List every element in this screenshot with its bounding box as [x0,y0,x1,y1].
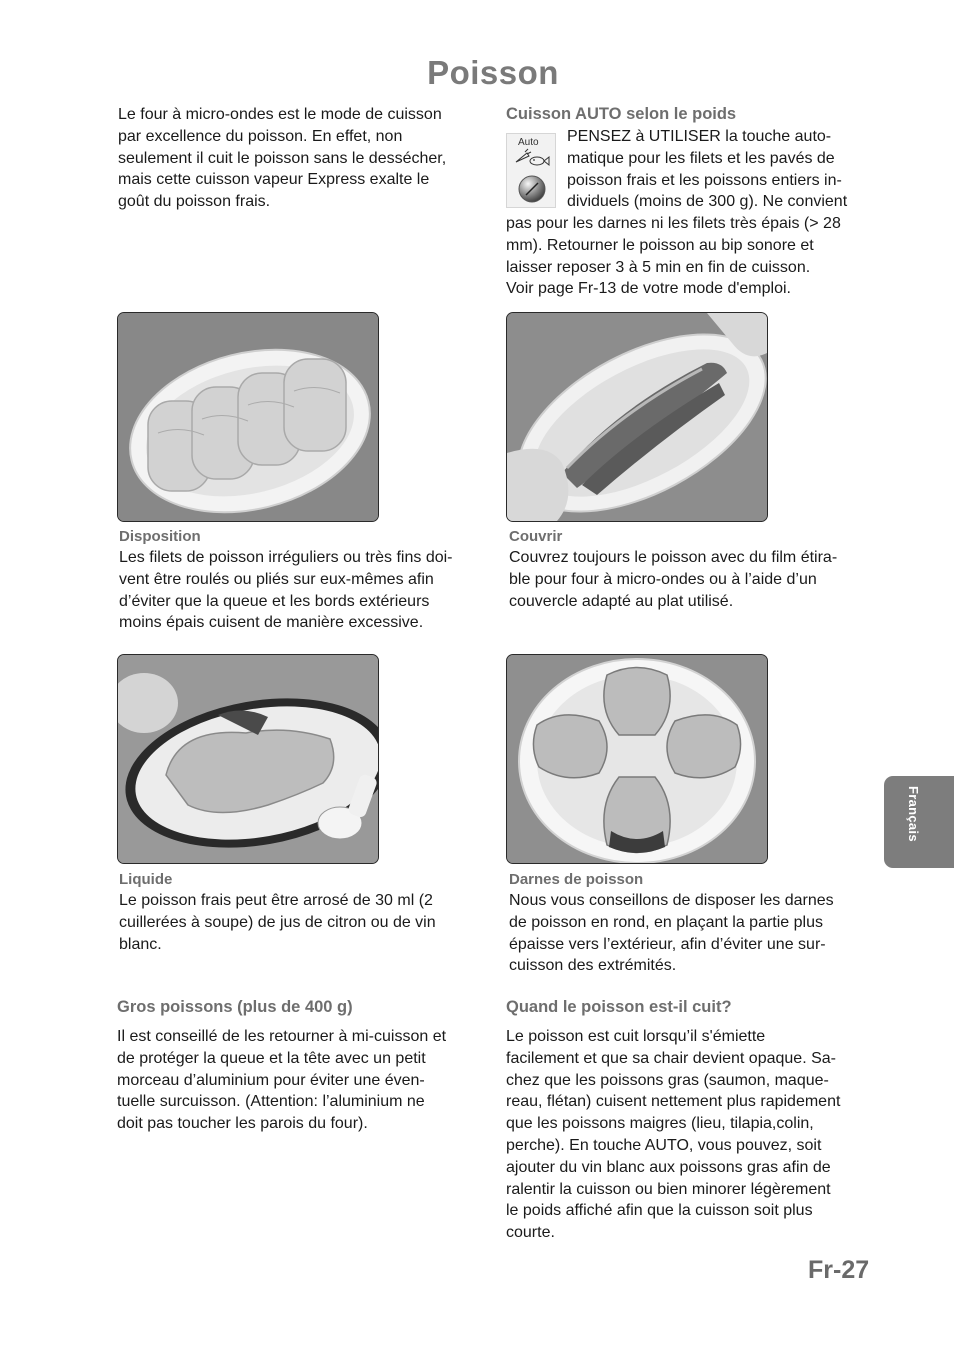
big-fish-line: tuelle surcuisson. (Attention: l’aluminium ne [117,1093,425,1111]
panel-title: Liquide [119,871,173,888]
panel-line: Couvrez toujours le poisson avec du film étira- [509,549,838,566]
big-fish-line: doit pas toucher les parois du four). [117,1115,368,1133]
doneness-line: ajouter du vin blanc aux poissons gras afin de [506,1158,831,1176]
panel-disposition [119,527,489,634]
doneness-line: courte. [506,1224,555,1242]
panel-line: vent être roulés ou pliés sur eux-mêmes afin [119,570,434,588]
panel-line: Les filets de poisson irréguliers ou très fins doi- [119,549,453,566]
photo-rolled-fillets [117,312,379,522]
panel-line: couvercle adapté au plat utilisé. [509,592,734,610]
panel-line: Le poisson frais peut être arrosé de 30 ml (2 [119,892,433,909]
panel-line: moins épais cuisent de manière excessive. [119,614,424,632]
doneness-line: reau, flétan) cuisent nettement plus rapidement [506,1093,841,1111]
auto-line: pas pour les darnes ni les filets très épais (> 28 [506,215,841,232]
doneness-line: facilement et que sa chair devient opaque. Sa- [506,1049,836,1067]
page-number: Fr-27 [808,1256,870,1284]
panel-couvrir [509,527,879,612]
intro-line: par excellence du poisson. En effet, non [118,127,403,145]
photo-covering-fish [506,312,768,522]
auto-cooking-text-beside [567,126,877,213]
panel-line: blanc. [119,935,162,953]
panel-line: cuillerées à soupe) de jus de citron ou de vin [119,913,436,931]
doneness-line: que les poissons maigres (lieu, tilapia,colin, [506,1115,814,1133]
big-fish-paragraph [117,1026,492,1135]
auto-line: mm). Retourner le poisson au bip sonore et [506,236,814,254]
auto-cooking-text-full [506,213,878,300]
doneness-line: Le poisson est cuit lorsqu’il s'émiette [506,1028,766,1045]
doneness-heading: Quand le poisson est-il cuit? [506,998,732,1016]
doneness-line: perche). En touche AUTO, vous pouvez, soit [506,1136,822,1154]
panel-darnes [509,870,879,977]
intro-line: Le four à micro-ondes est le mode de cuisson [118,106,442,123]
panel-title: Darnes de poisson [509,871,644,888]
intro-line: seulement il cuit le poisson sans le dessécher, [118,149,447,167]
panel-line: d’éviter que la queue et les bords extérieurs [119,592,430,610]
language-tab-label: Français [906,786,921,842]
doneness-line: ralentir la cuisson ou bien minorer légèrement [506,1180,831,1198]
panel-line: épaisse vers l’extérieur, afin d’éviter une sur- [509,935,826,953]
panel-line: cuisson des extrémités. [509,957,677,975]
auto-line: PENSEZ à UTILISER la touche auto- [567,128,832,145]
panel-line: Nous vous conseillons de disposer les darnes [509,892,834,909]
doneness-line: le poids affiché afin que la cuisson soit plus [506,1202,813,1220]
big-fish-line: de protéger la queue et la tête avec un petit [117,1049,426,1067]
auto-line: Voir page Fr-13 de votre mode d'emploi. [506,280,791,298]
auto-line: matique pour les filets et les pavés de [567,149,835,167]
panel-liquide [119,870,489,955]
panel-title: Disposition [119,528,201,545]
panel-title: Couvrir [509,528,563,545]
photo-liquid [117,654,379,864]
intro-line: goût du poisson frais. [118,193,271,211]
auto-line: dividuels (moins de 300 g). Ne convient [567,193,848,211]
big-fish-heading: Gros poissons (plus de 400 g) [117,998,353,1016]
auto-line: laisser reposer 3 à 5 min en fin de cuisson. [506,258,811,276]
auto-icon-label: Auto [518,137,539,148]
language-side-tab [884,776,954,868]
intro-line: mais cette cuisson vapeur Express exalte le [118,171,430,189]
auto-line: poisson frais et les poissons entiers in- [567,171,842,189]
auto-cooking-heading: Cuisson AUTO selon le poids [506,105,737,123]
photo-fish-steaks [506,654,768,864]
big-fish-line: Il est conseillé de les retourner à mi-cuisson et [117,1028,447,1045]
page-title: Poisson [427,54,559,91]
auto-button-icon [506,133,556,208]
big-fish-line: morceau d’aluminium pour éviter une éven- [117,1071,425,1089]
panel-line: ble pour four à micro-ondes ou à l’aide d’un [509,570,817,588]
panel-line: de poisson en rond, en plaçant la partie plus [509,913,823,931]
doneness-line: chez que les poissons gras (saumon, maque- [506,1071,829,1089]
intro-paragraph [118,104,488,213]
doneness-paragraph [506,1026,881,1244]
